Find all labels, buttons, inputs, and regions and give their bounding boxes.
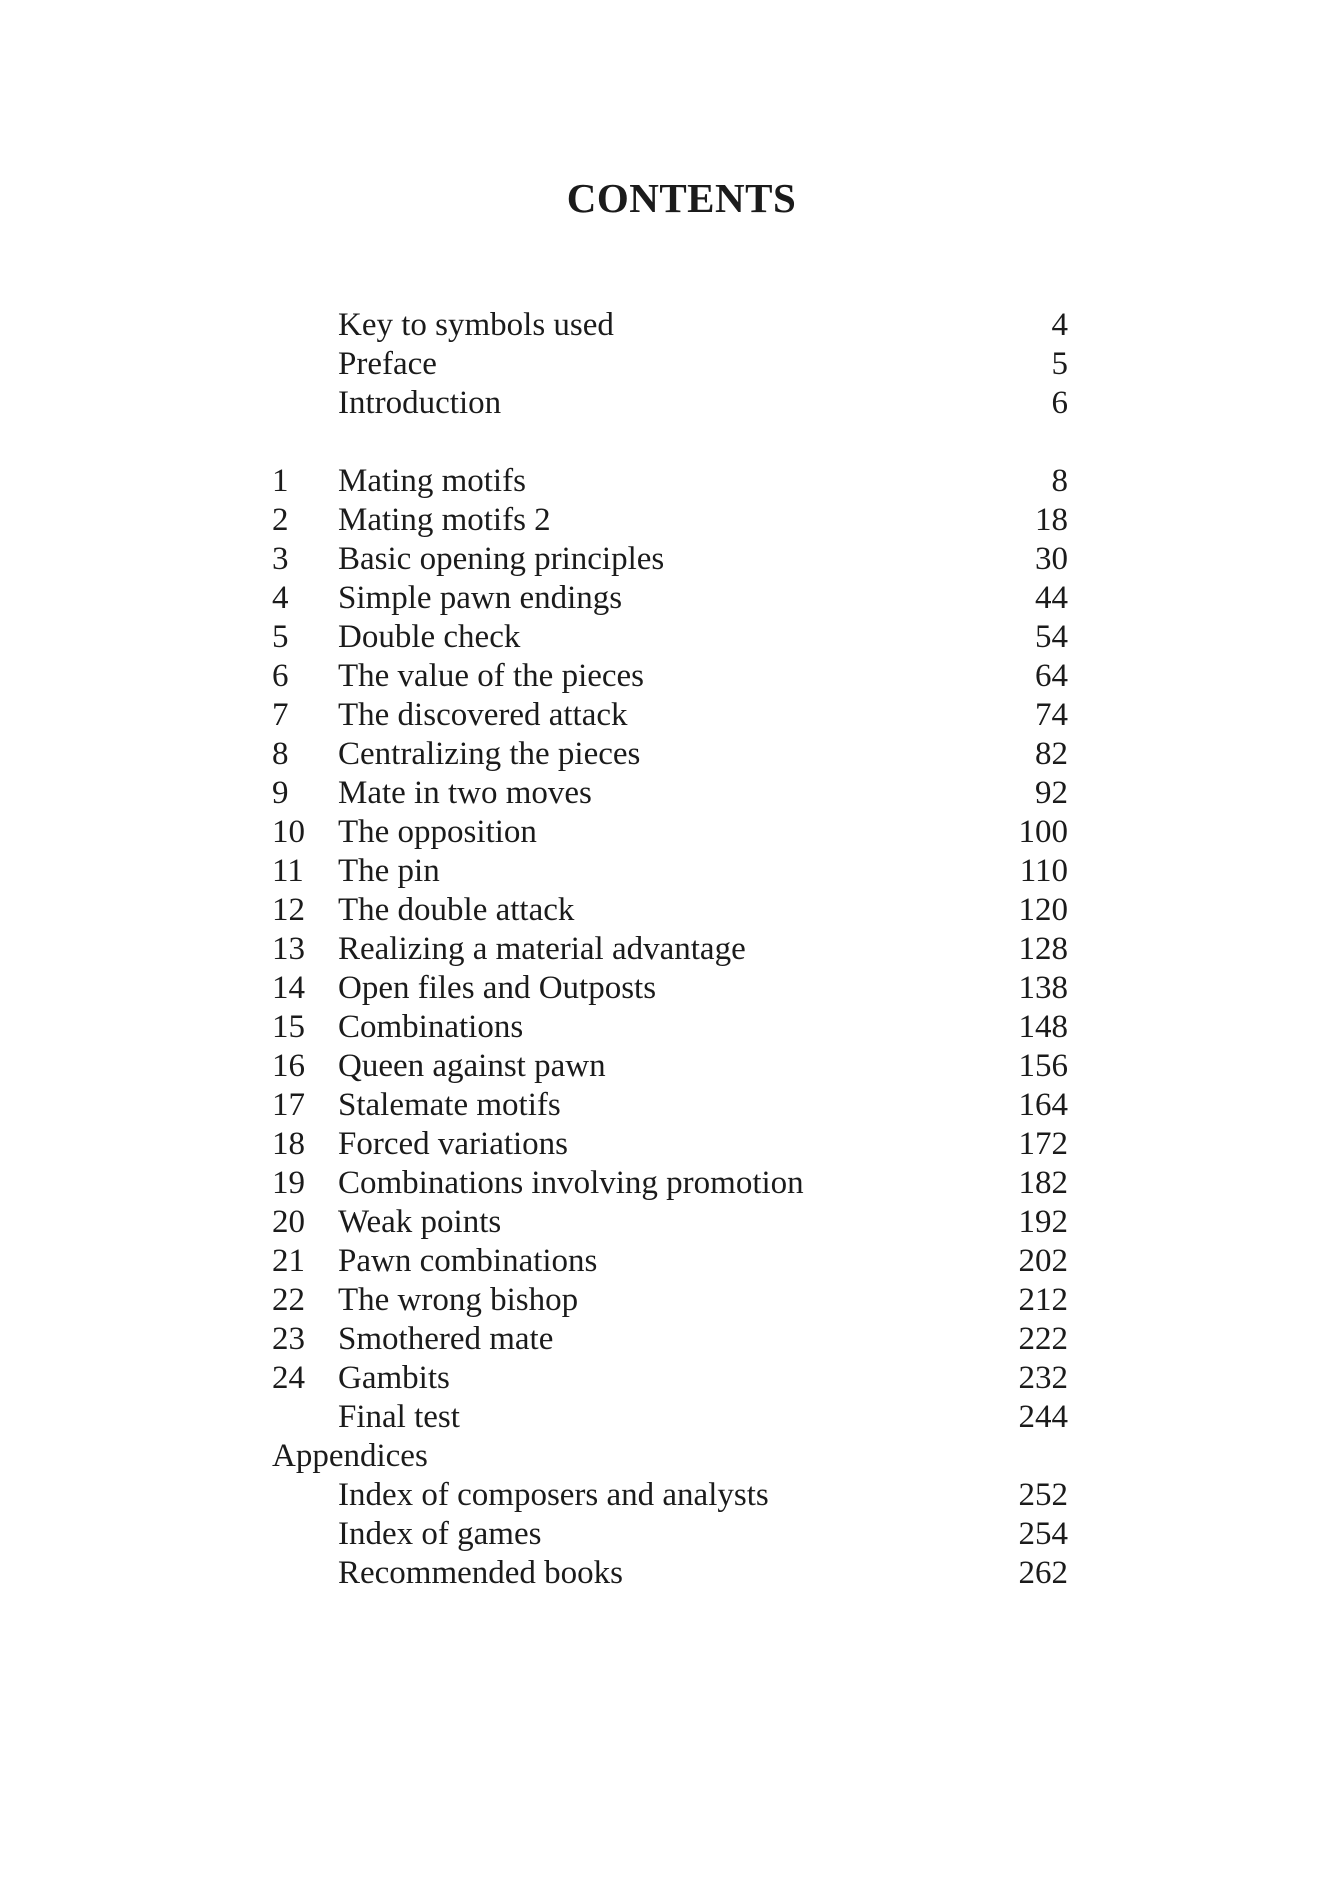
chapter-number: 15: [272, 1009, 305, 1045]
toc-entry: [272, 891, 1068, 930]
toc-entry: [272, 1554, 1068, 1593]
entry-page: 232: [1018, 1360, 1068, 1396]
entry-page: 138: [1018, 970, 1068, 1006]
chapter-number: 8: [272, 736, 289, 772]
entry-title: Index of games: [338, 1516, 542, 1552]
entry-title: The pin: [338, 853, 440, 889]
final-test-entry: [272, 1398, 1068, 1437]
entry-page: 6: [1051, 385, 1068, 421]
chapter-number: 6: [272, 658, 289, 694]
entry-page: 128: [1018, 931, 1068, 967]
entry-page: 172: [1018, 1126, 1068, 1162]
entry-title: Introduction: [338, 385, 502, 421]
entry-title: The wrong bishop: [338, 1282, 579, 1318]
chapters-section: [272, 462, 1068, 1398]
entry-title: The double attack: [338, 892, 575, 928]
entry-page: 92: [1035, 775, 1068, 811]
chapter-number: 19: [272, 1165, 305, 1201]
table-of-contents: [0, 306, 1339, 1593]
entry-page: 252: [1018, 1477, 1068, 1513]
chapter-number: 22: [272, 1282, 305, 1318]
entry-page: 148: [1018, 1009, 1068, 1045]
chapter-number: 16: [272, 1048, 305, 1084]
chapter-number: 9: [272, 775, 289, 811]
entry-page: 244: [1018, 1399, 1068, 1435]
chapter-number: 5: [272, 619, 289, 655]
entry-page: 192: [1018, 1204, 1068, 1240]
entry-title: Final test: [338, 1399, 460, 1435]
entry-title: Combinations involving promotion: [338, 1165, 804, 1201]
entry-title: Forced variations: [338, 1126, 569, 1162]
chapter-number: 17: [272, 1087, 305, 1123]
chapter-number: 1: [272, 463, 289, 499]
entry-page: 18: [1035, 502, 1068, 538]
chapter-number: 12: [272, 892, 305, 928]
toc-entry: [272, 384, 1068, 423]
toc-entry: [272, 1008, 1068, 1047]
entry-title: Weak points: [338, 1204, 502, 1240]
chapter-number: 4: [272, 580, 289, 616]
toc-entry: [272, 1086, 1068, 1125]
toc-entry: [272, 618, 1068, 657]
toc-entry: [272, 813, 1068, 852]
entry-page: 212: [1018, 1282, 1068, 1318]
toc-entry: [272, 696, 1068, 735]
entry-page: 156: [1018, 1048, 1068, 1084]
toc-entry: [272, 930, 1068, 969]
entry-title: Basic opening principles: [338, 541, 665, 577]
toc-entry: [272, 540, 1068, 579]
toc-entry: [272, 1164, 1068, 1203]
entry-page: 5: [1051, 346, 1068, 382]
chapter-number: 11: [272, 853, 304, 889]
entry-page: 222: [1018, 1321, 1068, 1357]
entry-title: Realizing a material advantage: [338, 931, 746, 967]
entry-page: 74: [1035, 697, 1068, 733]
entry-page: 8: [1051, 463, 1068, 499]
entry-title: Mating motifs: [338, 463, 526, 499]
chapter-number: 13: [272, 931, 305, 967]
chapter-number: 2: [272, 502, 289, 538]
chapter-number: 18: [272, 1126, 305, 1162]
entry-page: 202: [1018, 1243, 1068, 1279]
appendices-heading: Appendices: [272, 1438, 428, 1474]
toc-entry: [272, 1125, 1068, 1164]
entry-title: Recommended books: [338, 1555, 624, 1591]
toc-entry: [272, 1281, 1068, 1320]
page-title: CONTENTS: [566, 175, 797, 221]
toc-entry: [272, 462, 1068, 501]
entry-title: The value of the pieces: [338, 658, 645, 694]
entry-title: Stalemate motifs: [338, 1087, 561, 1123]
toc-entry: [272, 1476, 1068, 1515]
entry-page: 64: [1035, 658, 1068, 694]
entry-title: The discovered attack: [338, 697, 628, 733]
appendices-heading-row: [272, 1437, 1068, 1476]
toc-entry: [272, 501, 1068, 540]
toc-entry: [272, 1359, 1068, 1398]
appendices-section: [272, 1476, 1068, 1593]
entry-page: 164: [1018, 1087, 1068, 1123]
entry-title: Pawn combinations: [338, 1243, 598, 1279]
toc-entry: [272, 774, 1068, 813]
entry-page: 262: [1018, 1555, 1068, 1591]
chapter-number: 14: [272, 970, 305, 1006]
entry-page: 120: [1018, 892, 1068, 928]
chapter-number: 24: [272, 1360, 305, 1396]
toc-entry: [272, 735, 1068, 774]
chapter-number: 20: [272, 1204, 305, 1240]
entry-title: Mating motifs 2: [338, 502, 551, 538]
toc-entry: [272, 1047, 1068, 1086]
entry-title: Smothered mate: [338, 1321, 554, 1357]
entry-page: 254: [1018, 1516, 1068, 1552]
entry-title: Centralizing the pieces: [338, 736, 641, 772]
entry-title: The opposition: [338, 814, 537, 850]
entry-title: Gambits: [338, 1360, 450, 1396]
entry-page: 82: [1035, 736, 1068, 772]
entry-page: 182: [1018, 1165, 1068, 1201]
chapter-number: 10: [272, 814, 305, 850]
entry-title: Preface: [338, 346, 437, 382]
chapter-number: 21: [272, 1243, 305, 1279]
entry-title: Combinations: [338, 1009, 524, 1045]
entry-page: 54: [1035, 619, 1068, 655]
front-matter-section: [272, 306, 1068, 423]
toc-entry: [272, 1203, 1068, 1242]
toc-entry: [272, 1320, 1068, 1359]
chapter-number: 3: [272, 541, 289, 577]
toc-entry: [272, 579, 1068, 618]
entry-page: 100: [1018, 814, 1068, 850]
entry-title: Key to symbols used: [338, 307, 614, 343]
back-matter-section: [272, 1398, 1068, 1593]
toc-entry: [272, 852, 1068, 891]
entry-title: Mate in two moves: [338, 775, 592, 811]
entry-title: Double check: [338, 619, 521, 655]
toc-entry: [272, 345, 1068, 384]
entry-title: Index of composers and analysts: [338, 1477, 769, 1513]
entry-title: Simple pawn endings: [338, 580, 623, 616]
entry-page: 44: [1035, 580, 1068, 616]
toc-entry: [272, 969, 1068, 1008]
toc-entry: [272, 657, 1068, 696]
entry-title: Queen against pawn: [338, 1048, 606, 1084]
entry-page: 30: [1035, 541, 1068, 577]
entry-page: 110: [1019, 853, 1068, 889]
chapter-number: 7: [272, 697, 289, 733]
entry-page: 4: [1051, 307, 1068, 343]
toc-entry: [272, 306, 1068, 345]
toc-entry: [272, 1242, 1068, 1281]
toc-entry: [272, 1515, 1068, 1554]
entry-title: Open files and Outposts: [338, 970, 657, 1006]
chapter-number: 23: [272, 1321, 305, 1357]
